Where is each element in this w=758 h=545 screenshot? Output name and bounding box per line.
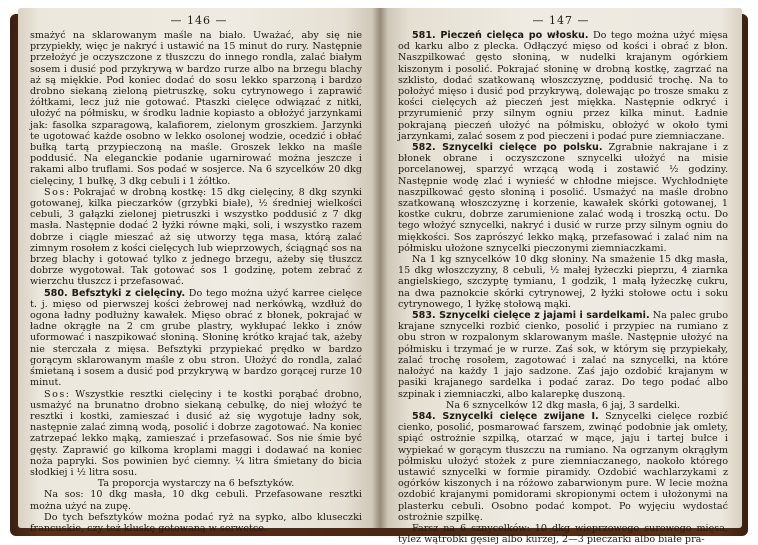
paragraph-text: : Wszystkie resztki cielęciny i te kostki porąbać drobno, usmażyć na brunatno drobno siekaną cebulkę, do niej włożyć te resztki i kostki, zamieszać i dusić aż się wygotuje ładny sok, następnie zalać zimną wodą, posolić i dobrze zagotować. Na koniec zatrzepać lekko mąką, zamieszać i przefasować. Sos nie śmie być gęsty. Zaprawić go kilkoma kroplami maggi i dodawać na koniec nożа papryki. Sos powinien być ciemny. ¼ litra śmietany do bicia słodkiej i ½ litra sosu. — [30, 388, 362, 478]
paragraph — [398, 254, 728, 310]
paragraph — [30, 478, 362, 489]
paragraph-text: Farsz na 6 sznycelków: 10 dkg wieprzowego surowego mięsa, tyleż wątrobki gęsiej albo kurzej, 2—3 pieczarki albo białe pra- — [398, 522, 728, 545]
left-page — [18, 8, 380, 534]
paragraph-text: Do tych befsztyków można podać ryż na sypko, albo kluseczki francuskie, czy też kluskę gotowaną w serwetce. — [30, 511, 362, 534]
paragraph — [30, 288, 362, 389]
paragraph — [398, 30, 728, 142]
recipe-heading: 580. Befsztyki z cielęciny. — [44, 287, 186, 299]
book-gutter — [372, 8, 388, 528]
recipe-heading: 583. Sznycelki cielęce z jajami i sardelkami. — [412, 310, 650, 322]
recipe-heading: 582. Sznycelki cielęce po polsku. — [412, 142, 603, 154]
page-number-right: — 147 — — [532, 14, 590, 27]
paragraph — [30, 30, 362, 187]
recipe-heading: 584. Sznycelki cielęce zwijane I. — [412, 410, 599, 422]
paragraph — [30, 187, 362, 288]
paragraph — [30, 389, 362, 479]
right-page — [380, 8, 742, 545]
left-page-text — [30, 30, 362, 534]
recipe-heading: 581. Pieczeń cielęca po włosku. — [412, 30, 589, 41]
right-page-text — [398, 30, 728, 545]
paragraph-text: Do tego można użyć karree cielęce t. j. mięso od pierwszej kości żebrowej nad nerkówką, wzdłuż do ogona ładny podłużny kawałek. Mięso obrać z błonek, pokrajać w ładne okrągłe na 2 cm grube plastry, wykłupać lekko i znów uformować i naszpikować słoniną. Słoninę krótko krajać tak, ażeby nie sterczała z mięsa. Befsztyki przypiekać prędko w bardzo gorącym sklarowanym maśle z obu stron. Ułożyć do rondla, zalać śmietaną i sosem a dusić pod przykrywą w bardzo gorącej rurze 10 minut. — [30, 287, 363, 389]
paragraph — [398, 400, 728, 411]
paragraph-text: : Pokrajać w drobną kostkę: 15 dkg cielęciny, 8 dkg szynki gotowanej, kilka pieczarków (grzybki białe), ½ średniej wielkości cebuli, 3 gałązki zielonej pietruszki i wszystko poddusić z 7 dkg masła. Następnie dodać 2 łyżki równe mąki, soli, i wszystko razem dobrze i ciągle mieszać aż się utworzy tęga masa, którą zalać zimnym rosołem z kości cielęcych lub wieprzowych, ściągnąć sos na brzeg blachy i gotować tylko z jednego brzegu, ażeby się tłuszcz dobrze wygotował. Tak gotować sos 1 godzinę, potem zebrać z wierzchu tłuszcz i przefasować. — [30, 186, 362, 288]
open-book — [10, 4, 748, 545]
paragraph — [398, 142, 728, 254]
paragraph — [398, 411, 728, 523]
paragraph-text: Na 1 kg sznycelków 10 dkg słoniny. Na smażenie 15 dkg masła, 15 dkg włoszczyzny, 8 cebuli, ½ małej łyżeczki pieprzu, 4 ziarnka angielskiego, szczyptę tymianu, 1 godzik, 1 małą łyżeczkę cukru, na dwa paznokcie skórki cytrynowej, 2 łyżki stołowe octu i soku cytrynowego, 1 łyżkę stołową mąki. — [398, 254, 728, 310]
paragraph — [398, 523, 728, 545]
paragraph — [398, 310, 728, 400]
paragraph-text: Ta proporcja wystarczy na 6 befsztyków. — [97, 478, 295, 490]
paragraph-text: smażyć na sklarowanym maśle na biało. Uważać, aby się nie przypiekły, więc je nakryć i ustawić na 15 minut do rury. Następnie przełożyć je oczyszczone z tłuszczu do innego rondla, zalać białym sosem i dusić pod przykrywą w bardzo rurze albo na brzegu blachy aż są miękkie. Pod koniec dodać do sosu lekko sparzoną i bardzo drobno siekaną zieloną pietruszkę, soku cytrynowego i zaprawić żółtkami, lecz już nie gotować. Ptaszki cielęce odwiązać z nitki, ułożyć na półmisku, w środku ladnie kopiasto a obłożyć jarzynkami jak: fasolka szparagową, kalafiorem, zielonym groszkiem. Jarzynki te ugotować każde osobno w lekko osolonej wodzie, ocedzić i obłać bułką tartą przypieczoną na maśle. Groszek lekko na maśle poddusić. Na eleganckie podanie ugarnirować można jeszcze i rakami albo truflami. Sos podać w sosjerce. Na 6 szycelków 20 dkg cielęciny, 1 bułkę, 3 dkg cebuli i 1 żółtko. — [30, 30, 362, 187]
sauce-label: Sos — [44, 388, 66, 400]
paragraph-text: Zgrabnie nakrajane i z błonek obrane i oczyszczone sznycelki ułożyć na misie porcelanowej, sparzyć wrzącą wodą i zostawić ½ godziny. Następnie wodę zlać i wynieść w chłodne miejsce. Wychłodnięte naszpilkować gęsto słoniną i posolić. Usmażyć na maśle drobno szatkowaną włoszczyznę i korzenie, kawałek skórki gotowanej, 1 kostke cukru, dobrze zarumienione zalać wodą i troszką octu. Do tego włożyć sznycelki, nakryć i dusić w rurze przy silnym ogniu do miękkości. Sos zaprószyć lekko mąką, przefasować i zalać nim na półmisku ułożone sznycelki pieczonymi ziemniaczkami. — [398, 142, 728, 254]
paragraph-text: Do tego można użyć mięsa od karku albo z plecka. Odłączyć mięso od kości i obrać z błon. Naszpilkować gęsto słoniną, w nudelki krajanym ogórkiem kiszonym i posolić. Pokrajać słoninę w drobną kostkę, zagrzać na szklisto, dodać szatkowaną włoszczyznę, poddusić trochę. Na to położyć mięso i dusić pod przykrywą, dolewając po trosze smaku z kości cielęcych aż pieczeń jest miękka. Następnie odkryć i przyrumienić przy silnym ogniu przez kilka minut. Ładnie pokrajaną pieczeń ułożyć na półmisku, obłożyć w około tymi jarzynkami, zalać sosem z pod pieczeni i podać pure ziemniaczane. — [398, 30, 728, 142]
page-number-left: — 146 — — [170, 14, 228, 27]
paragraph — [30, 489, 362, 511]
paragraph-text: Na sos: 10 dkg masła, 10 dkg cebuli. Przefasowane resztki można użyć na zupę. — [30, 489, 362, 512]
paragraph-text: Na 6 sznycelków 12 dkg masła, 6 jaj, 3 sardelki. — [445, 399, 681, 411]
sauce-label: Sos — [44, 186, 66, 198]
paragraph — [30, 512, 362, 534]
paragraph-text: Na palec grubo krajane sznycelki rozbić cienko, posolić i przypiec na rumiano z obu stron w rozpalonym sklarowanym maśle. Następnie ułożyć na półmisku i trzymać je w rurze. Zaś sok, w którym się przypiekały, zalać trochę rosołem, zagotować i zalać na sznycelki, na które nałożyć na każdy 1 jajo sadzone. Zaś jajo ozdobić krajanym w pasiki krajanego sardelka i podać zaraz. Do tego podać albo szpinak i ziemniaczki, albo kalarepkę duszoną. — [398, 310, 728, 400]
paragraph-text: Sznycelki cielęce rozbić cienko, posolić, posmarować farszem, zwinąć podobnie jak omlety, spiąć ostrożnie szpilką, otarzać w mące, jaju i tartej bułce i wypiekać w gorącym tłuszczu na rumiano. Na ogrzanym okrągłym półmisku ułożyć stożek z pure ziemniaczanego, naokoło którego ustawić sznycelki w formie piramidy. Ozdobić wachlarzykami z ogórków kiszonych i na różowo zabarwionym pure. W lecie można ozdobić krajanymi pomidorami skropionymi octem i ułożonymi na plasterku cebuli. Osobno podać kompot. Po wyjęciu wydostać ostrożnie szpilkę. — [398, 410, 728, 523]
